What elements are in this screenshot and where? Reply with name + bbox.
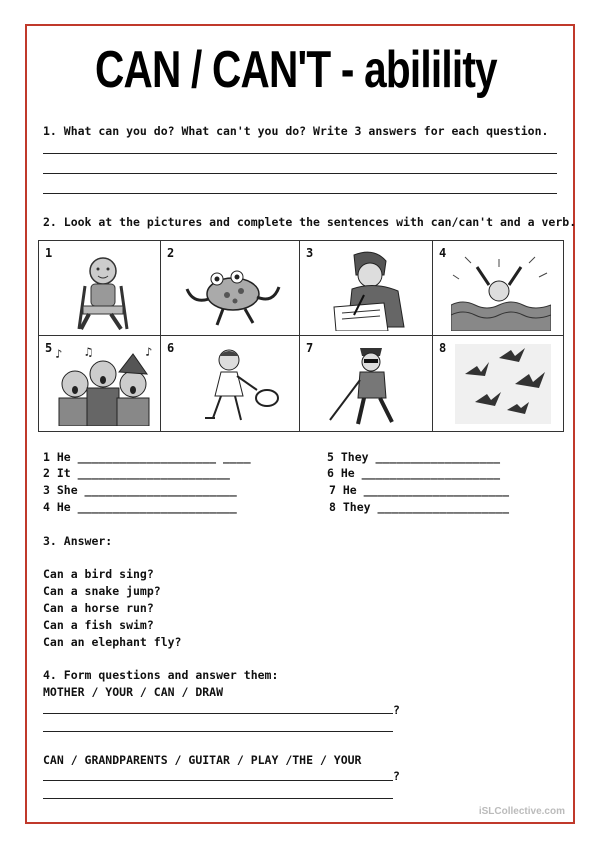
answer-line-2[interactable]	[43, 173, 557, 174]
picture-number: 7	[306, 341, 314, 355]
section1-question: 1. What can you do? What can't you do? Write 3 answers for each question.	[43, 124, 549, 138]
answer-line-1[interactable]	[43, 153, 557, 154]
birds-flying-icon	[455, 344, 551, 424]
answer-line-3[interactable]	[43, 193, 557, 194]
word-prompt-2: CAN / GRANDPARENTS / GUITAR / PLAY /THE / YOUR	[43, 753, 362, 767]
picture-grid	[38, 240, 564, 432]
question-line-1[interactable]	[43, 713, 393, 714]
picture-number: 8	[439, 341, 447, 355]
sentence-8[interactable]: 8 They ___________________	[329, 500, 510, 514]
picture-cell-7	[300, 336, 433, 431]
picture-number: 3	[306, 246, 314, 260]
svg-text:♫: ♫	[85, 345, 93, 359]
person-in-water-icon	[451, 255, 551, 331]
sentence-6[interactable]: 6 He ____________________	[327, 466, 501, 480]
answer-question-4: Can a fish swim?	[43, 618, 154, 632]
picture-number: 4	[439, 246, 447, 260]
answer-line-4b[interactable]	[43, 798, 393, 799]
word-prompt-1: MOTHER / YOUR / CAN / DRAW	[43, 685, 224, 699]
picture-cell-6	[161, 336, 300, 431]
picture-cell-5	[39, 336, 161, 431]
sentence-5[interactable]: 5 They __________________	[327, 450, 501, 464]
answer-question-3: Can a horse run?	[43, 601, 154, 615]
picture-cell-2	[161, 241, 300, 336]
answer-line-4a[interactable]	[43, 731, 393, 732]
picture-number: 6	[167, 341, 175, 355]
girl-playing-tennis-icon	[197, 346, 287, 426]
children-singing-icon	[49, 344, 157, 426]
question-mark-2: ?	[393, 769, 400, 783]
worksheet-title: CAN / CAN'T - abilility	[95, 41, 497, 99]
picture-cell-3	[300, 241, 433, 336]
svg-text:♪: ♪	[145, 345, 153, 359]
sentence-4[interactable]: 4 He _______________________	[43, 500, 237, 514]
question-line-2[interactable]	[43, 780, 393, 781]
sentence-7[interactable]: 7 He _____________________	[329, 483, 510, 497]
picture-cell-4	[433, 241, 563, 336]
section4-heading: 4. Form questions and answer them:	[43, 668, 279, 682]
section2-instruction: 2. Look at the pictures and complete the sentences with can/can't and a verb.	[43, 215, 577, 229]
section3-heading: 3. Answer:	[43, 534, 113, 548]
picture-number: 5	[45, 341, 53, 355]
watermark: iSLCollective.com	[478, 806, 565, 817]
picture-cell-8	[433, 336, 563, 431]
picture-number: 1	[45, 246, 53, 260]
answer-question-2: Can a snake jump?	[43, 584, 161, 598]
child-on-crutches-icon	[61, 251, 141, 333]
sentence-2[interactable]: 2 It ______________________	[43, 466, 230, 480]
sentence-1[interactable]: 1 He ____________________ ____	[43, 450, 251, 464]
frog-icon	[183, 259, 283, 329]
question-mark-1: ?	[393, 703, 400, 717]
svg-text:♪: ♪	[55, 347, 63, 361]
picture-cell-1	[39, 241, 161, 336]
answer-question-1: Can a bird sing?	[43, 567, 154, 581]
boy-writing-icon	[324, 247, 414, 331]
answer-question-5: Can an elephant fly?	[43, 635, 182, 649]
sentence-3[interactable]: 3 She ______________________	[43, 483, 237, 497]
blind-man-with-cane-icon	[324, 344, 414, 426]
picture-number: 2	[167, 246, 175, 260]
